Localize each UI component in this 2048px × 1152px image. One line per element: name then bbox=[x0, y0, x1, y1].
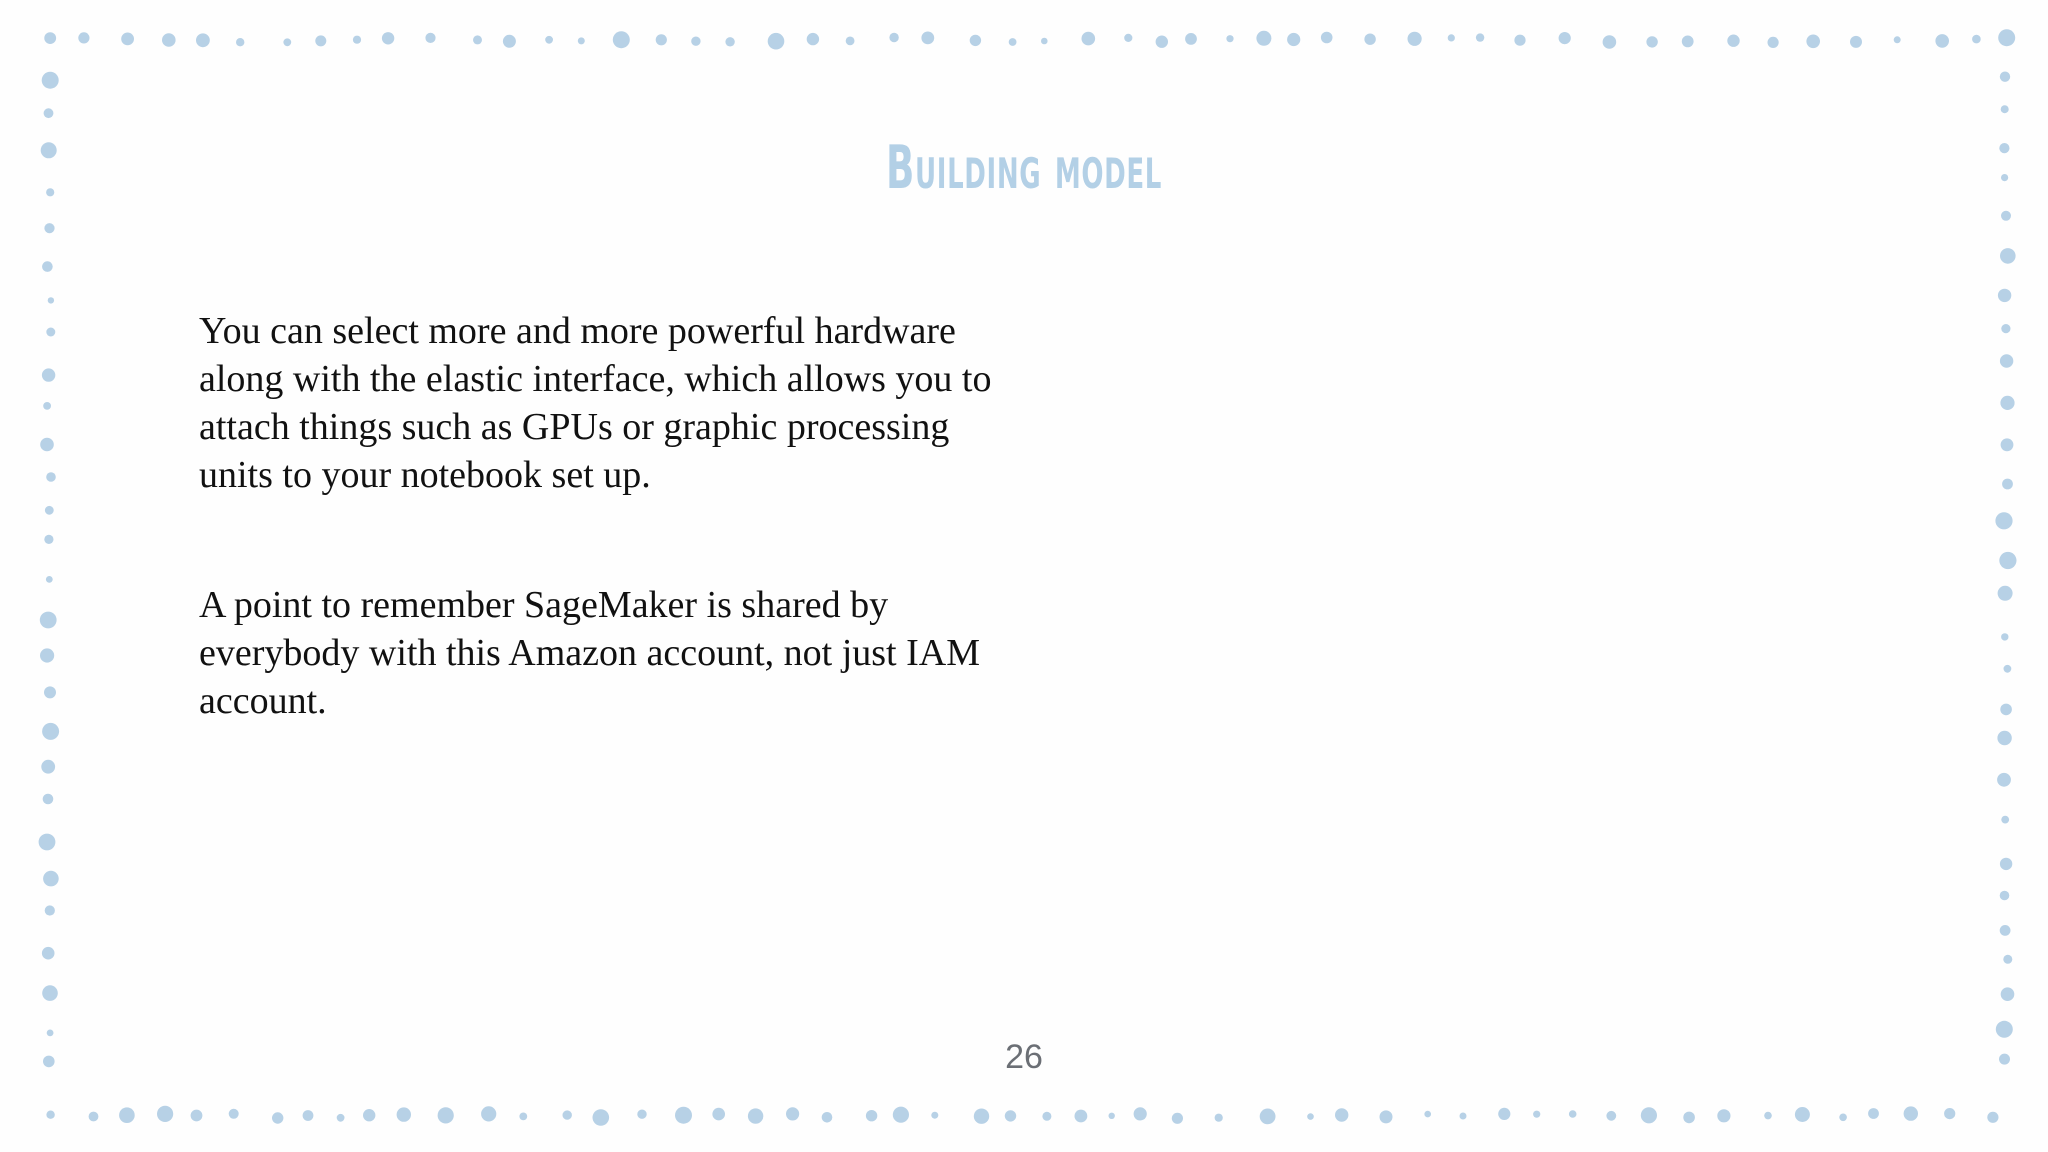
border-dot bbox=[2001, 174, 2008, 181]
border-dot bbox=[40, 438, 54, 452]
border-dot bbox=[1999, 552, 2016, 569]
border-dot bbox=[1998, 29, 2015, 46]
border-dot bbox=[2001, 438, 2014, 451]
border-dot bbox=[1868, 1108, 1879, 1119]
border-dot bbox=[43, 871, 59, 887]
border-dot bbox=[42, 368, 55, 381]
border-dot bbox=[2001, 633, 2008, 640]
border-dot bbox=[46, 472, 56, 482]
border-dot bbox=[822, 1112, 833, 1123]
border-dot bbox=[1646, 36, 1657, 47]
border-dot bbox=[563, 1110, 572, 1119]
border-dot bbox=[44, 108, 54, 118]
border-dot bbox=[1682, 36, 1694, 48]
body-paragraph-1: You can select more and more powerful hardware along with the elastic interface, which allows you to attach things such as GPUs or graphic processing units to your notebook set up. bbox=[199, 310, 992, 496]
border-dot bbox=[846, 37, 855, 46]
border-dot bbox=[44, 223, 54, 233]
border-dot bbox=[1768, 37, 1779, 48]
border-dot bbox=[1998, 586, 2013, 601]
border-dot bbox=[1335, 1108, 1348, 1121]
border-dot bbox=[1109, 1113, 1115, 1119]
border-dot bbox=[48, 297, 54, 303]
border-dot bbox=[1364, 34, 1375, 45]
border-dot bbox=[1124, 34, 1132, 42]
border-dot bbox=[1075, 1110, 1088, 1123]
border-dot bbox=[46, 328, 55, 337]
border-dot bbox=[481, 1106, 496, 1121]
border-dot bbox=[1514, 35, 1525, 46]
border-dot bbox=[47, 1030, 54, 1037]
border-dot bbox=[2000, 925, 2011, 936]
border-dot bbox=[2001, 105, 2009, 113]
border-dot bbox=[42, 261, 53, 272]
border-dot bbox=[613, 31, 630, 48]
border-dot bbox=[725, 37, 734, 46]
border-dot bbox=[2001, 816, 2009, 824]
border-dot bbox=[503, 35, 516, 48]
border-dot bbox=[196, 33, 210, 47]
border-dot bbox=[593, 1109, 610, 1126]
border-dot bbox=[1215, 1114, 1223, 1122]
border-dot bbox=[2000, 248, 2016, 264]
border-dot bbox=[41, 760, 55, 774]
border-dot bbox=[2000, 72, 2010, 82]
border-dot bbox=[45, 905, 55, 915]
border-dot bbox=[363, 1109, 375, 1121]
border-dot bbox=[382, 32, 394, 44]
border-dot bbox=[656, 34, 667, 45]
border-dot bbox=[519, 1113, 527, 1121]
border-dot bbox=[1380, 1110, 1393, 1123]
border-dot bbox=[353, 36, 361, 44]
border-dot bbox=[1997, 731, 2011, 745]
border-dot bbox=[637, 1110, 646, 1119]
border-dot bbox=[893, 1107, 909, 1123]
border-dot bbox=[1972, 35, 1981, 44]
border-dot bbox=[89, 1112, 99, 1122]
border-dot bbox=[1448, 34, 1455, 41]
border-dot bbox=[1944, 1108, 1955, 1119]
border-dot bbox=[42, 985, 58, 1001]
border-dot bbox=[1009, 38, 1017, 46]
border-dot bbox=[1999, 143, 2009, 153]
border-dot bbox=[974, 1109, 989, 1124]
border-dot bbox=[1287, 33, 1300, 46]
body-paragraph-2: A point to remember SageMaker is shared by everybody with this Amazon account, not just IAM account. bbox=[199, 584, 980, 722]
border-dot bbox=[889, 33, 898, 42]
border-dot bbox=[748, 1108, 763, 1123]
border-dot bbox=[2004, 665, 2012, 673]
border-dot bbox=[438, 1107, 454, 1123]
border-dot bbox=[397, 1107, 411, 1121]
border-dot bbox=[1904, 1106, 1918, 1120]
border-dot bbox=[162, 33, 176, 47]
border-dot bbox=[1424, 1111, 1431, 1118]
border-dot bbox=[786, 1107, 799, 1120]
border-dot bbox=[2001, 987, 2015, 1001]
border-dot bbox=[1134, 1107, 1147, 1120]
border-dot bbox=[712, 1108, 725, 1121]
border-dot bbox=[303, 1110, 314, 1121]
border-dot bbox=[2000, 891, 2010, 901]
border-dot bbox=[2002, 479, 2013, 490]
slide-title: Building model bbox=[886, 133, 1162, 203]
border-dot bbox=[1987, 1112, 1998, 1123]
border-dot bbox=[675, 1107, 692, 1124]
border-dot bbox=[1498, 1108, 1510, 1120]
border-dot bbox=[39, 834, 56, 851]
border-dot bbox=[1569, 1110, 1577, 1118]
border-dot bbox=[473, 35, 482, 44]
border-dot bbox=[44, 686, 56, 698]
border-dot bbox=[1533, 1111, 1540, 1118]
border-dot bbox=[191, 1110, 203, 1122]
border-dot bbox=[1996, 1021, 2013, 1038]
border-dot bbox=[1559, 32, 1571, 44]
border-dot bbox=[1795, 1107, 1810, 1122]
border-dot bbox=[1172, 1113, 1183, 1124]
border-dot bbox=[272, 1112, 283, 1123]
border-dot bbox=[931, 1112, 938, 1119]
border-dot bbox=[1321, 32, 1333, 44]
border-dot bbox=[866, 1110, 877, 1121]
border-dot bbox=[236, 38, 244, 46]
border-dot bbox=[42, 72, 59, 89]
border-dot bbox=[1041, 38, 1048, 45]
border-dot bbox=[1005, 1110, 1016, 1121]
border-dot bbox=[970, 35, 981, 46]
border-dot bbox=[921, 32, 934, 45]
border-dot bbox=[2003, 955, 2012, 964]
border-dot bbox=[2000, 354, 2013, 367]
border-dot bbox=[46, 188, 54, 196]
border-dot bbox=[78, 32, 89, 43]
border-dot bbox=[2000, 858, 2012, 870]
border-dot bbox=[41, 142, 57, 158]
border-dot bbox=[1606, 1111, 1616, 1121]
border-dot bbox=[1850, 36, 1862, 48]
border-dot bbox=[807, 33, 819, 45]
border-dot bbox=[46, 1111, 54, 1119]
border-dot bbox=[1185, 33, 1197, 45]
border-dot bbox=[119, 1107, 135, 1123]
border-dot bbox=[1460, 1113, 1467, 1120]
border-dot bbox=[44, 535, 53, 544]
border-dot bbox=[2001, 211, 2011, 221]
border-dot bbox=[42, 723, 59, 740]
border-dot bbox=[1408, 32, 1422, 46]
border-dot bbox=[1935, 34, 1949, 48]
border-dot bbox=[1641, 1107, 1657, 1123]
border-dot bbox=[337, 1114, 345, 1122]
border-dot bbox=[46, 576, 53, 583]
border-dot bbox=[315, 35, 326, 46]
border-dot bbox=[1683, 1112, 1695, 1124]
border-dot bbox=[40, 648, 54, 662]
border-dot bbox=[2000, 704, 2012, 716]
border-dot bbox=[1042, 1112, 1051, 1121]
border-dot bbox=[42, 947, 55, 960]
border-dot bbox=[1839, 1114, 1847, 1122]
border-dot bbox=[1256, 31, 1271, 46]
page-number: 26 bbox=[1005, 1038, 1043, 1076]
border-dot bbox=[43, 794, 54, 805]
border-dot bbox=[1717, 1109, 1730, 1122]
border-dot bbox=[2001, 324, 2010, 333]
border-dot bbox=[1603, 35, 1617, 49]
border-dot bbox=[1082, 32, 1096, 46]
border-dot bbox=[1476, 33, 1484, 41]
border-dot bbox=[229, 1109, 239, 1119]
border-dot bbox=[1764, 1112, 1772, 1120]
border-dot bbox=[45, 506, 54, 515]
border-dot bbox=[44, 32, 56, 44]
border-dot bbox=[1156, 36, 1168, 48]
border-dot bbox=[1995, 512, 2012, 529]
border-dot bbox=[283, 38, 291, 46]
border-dot bbox=[425, 33, 435, 43]
border-dot bbox=[2000, 396, 2014, 410]
border-dot bbox=[1260, 1109, 1276, 1125]
border-dot bbox=[768, 33, 785, 50]
border-dot bbox=[545, 36, 553, 44]
border-dot bbox=[43, 402, 51, 410]
border-dot bbox=[1307, 1113, 1314, 1120]
border-dot bbox=[1226, 35, 1233, 42]
border-dot bbox=[1997, 773, 2011, 787]
border-dot bbox=[157, 1106, 173, 1122]
border-dot bbox=[1806, 35, 1820, 49]
border-dot bbox=[40, 612, 57, 629]
border-dot bbox=[1894, 36, 1901, 43]
border-dot bbox=[578, 37, 585, 44]
border-dot bbox=[121, 33, 134, 46]
border-dot bbox=[1727, 35, 1739, 47]
border-dot bbox=[691, 37, 700, 46]
border-dot bbox=[1998, 289, 2011, 302]
